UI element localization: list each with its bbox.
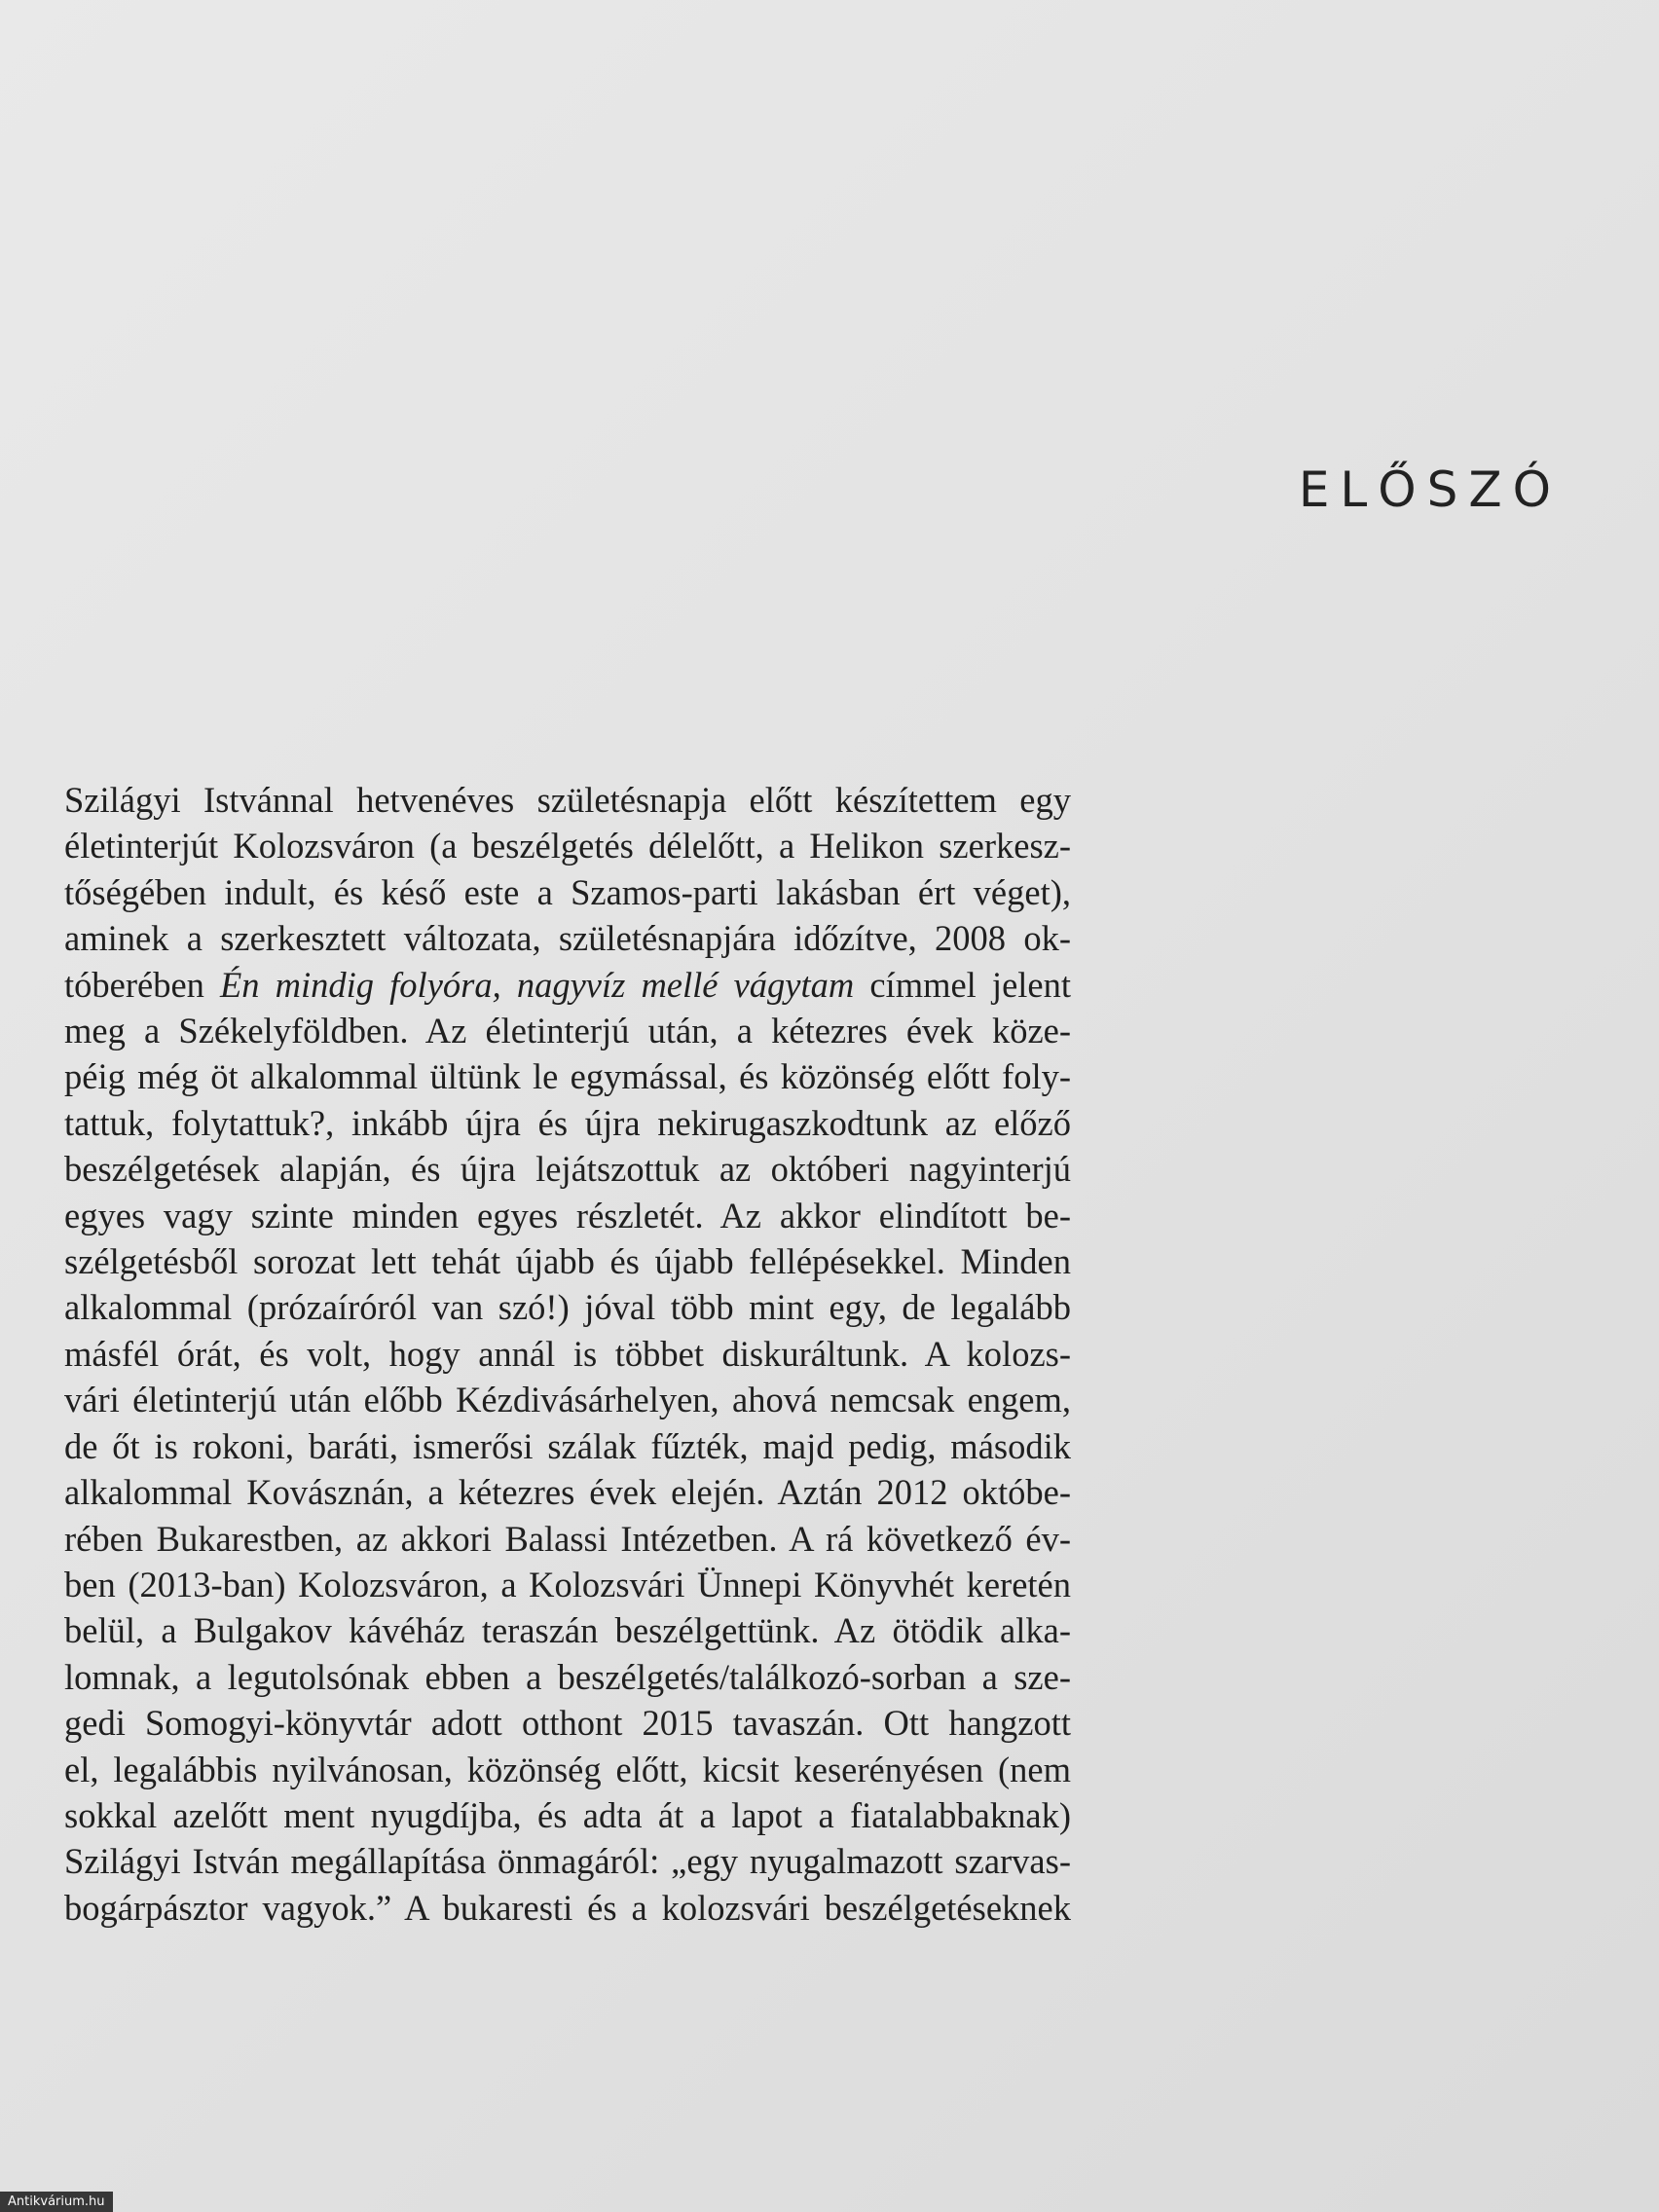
text-line: aminek a szerkesztett változata, születésnapjára időzítve, 2008 ok- bbox=[64, 918, 1071, 959]
text-line: péig még öt alkalommal ültünk le egymással, és közönség előtt foly- bbox=[64, 1056, 1071, 1097]
text-line: Szilágyi István megállapítása önmagáról: „egy nyugalmazott szarvas- bbox=[64, 1841, 1071, 1882]
text-line: tőségében indult, és késő este a Szamos-parti lakásban ért véget), bbox=[64, 871, 1071, 912]
text-line: el, legalábbis nyilvánosan, közönség előtt, kicsit keserényésen (nem bbox=[64, 1749, 1071, 1789]
text-line: sokkal azelőtt ment nyugdíjba, és adta át a lapot a fiatalabbaknak) bbox=[64, 1794, 1071, 1835]
text-line: egyes vagy szinte minden egyes részletét. Az akkor elindított be- bbox=[64, 1195, 1071, 1235]
text-line: bogárpásztor vagyok.” A bukaresti és a kolozsvári beszélgetéseknek bbox=[64, 1887, 1071, 1928]
text-line: másfél órát, és volt, hogy annál is többet diskuráltunk. A kolozs- bbox=[64, 1333, 1071, 1374]
text-line: rében Bukarestben, az akkori Balassi Intézetben. A rá következő év- bbox=[64, 1518, 1071, 1559]
watermark-label: Antikvárium.hu bbox=[0, 2192, 113, 2212]
text-line: lomnak, a legutolsónak ebben a beszélgetés/találkozó-sorban a sze- bbox=[64, 1656, 1071, 1697]
text-line: belül, a Bulgakov kávéház teraszán beszélgettünk. Az ötödik alka- bbox=[64, 1610, 1071, 1651]
chapter-heading: ELŐSZÓ bbox=[1298, 461, 1562, 518]
text-line: szélgetésből sorozat lett tehát újabb és újabb fellépésekkel. Minden bbox=[64, 1241, 1071, 1282]
text-line: vári életinterjú után előbb Kézdivásárhelyen, ahová nemcsak engem, bbox=[64, 1380, 1071, 1420]
text-line: de őt is rokoni, baráti, ismerősi szálak fűzték, majd pedig, második bbox=[64, 1425, 1071, 1466]
text-fragment: címmel jelent bbox=[869, 964, 1072, 1005]
text-line: ben (2013-ban) Kolozsváron, a Kolozsvári Ünnepi Könyvhét keretén bbox=[64, 1564, 1071, 1604]
text-line-with-title bbox=[64, 962, 1071, 1008]
text-line: alkalommal Kovásznán, a kétezres évek elején. Aztán 2012 októbe- bbox=[64, 1472, 1071, 1513]
text-line: életinterjút Kolozsváron (a beszélgetés délelőtt, a Helikon szerkesz- bbox=[64, 826, 1071, 866]
text-fragment: tóberében bbox=[64, 964, 204, 1005]
foreword-paragraph bbox=[64, 777, 1071, 1931]
text-line: tattuk, folytattuk?, inkább újra és újra nekirugaszkodtunk az előző bbox=[64, 1102, 1071, 1143]
text-line: alkalommal (prózaíróról van szó!) jóval több mint egy, de legalább bbox=[64, 1287, 1071, 1328]
text-line: gedi Somogyi-könyvtár adott otthont 2015 tavaszán. Ott hangzott bbox=[64, 1703, 1071, 1744]
text-line: beszélgetések alapján, és újra lejátszottuk az októberi nagyinterjú bbox=[64, 1149, 1071, 1190]
italic-title: Én mindig folyóra, nagyvíz mellé vágytam bbox=[220, 964, 855, 1005]
text-line: Szilágyi Istvánnal hetvenéves születésnapja előtt készítettem egy bbox=[64, 780, 1071, 820]
text-line: meg a Székelyföldben. Az életinterjú után, a kétezres évek köze- bbox=[64, 1011, 1071, 1051]
